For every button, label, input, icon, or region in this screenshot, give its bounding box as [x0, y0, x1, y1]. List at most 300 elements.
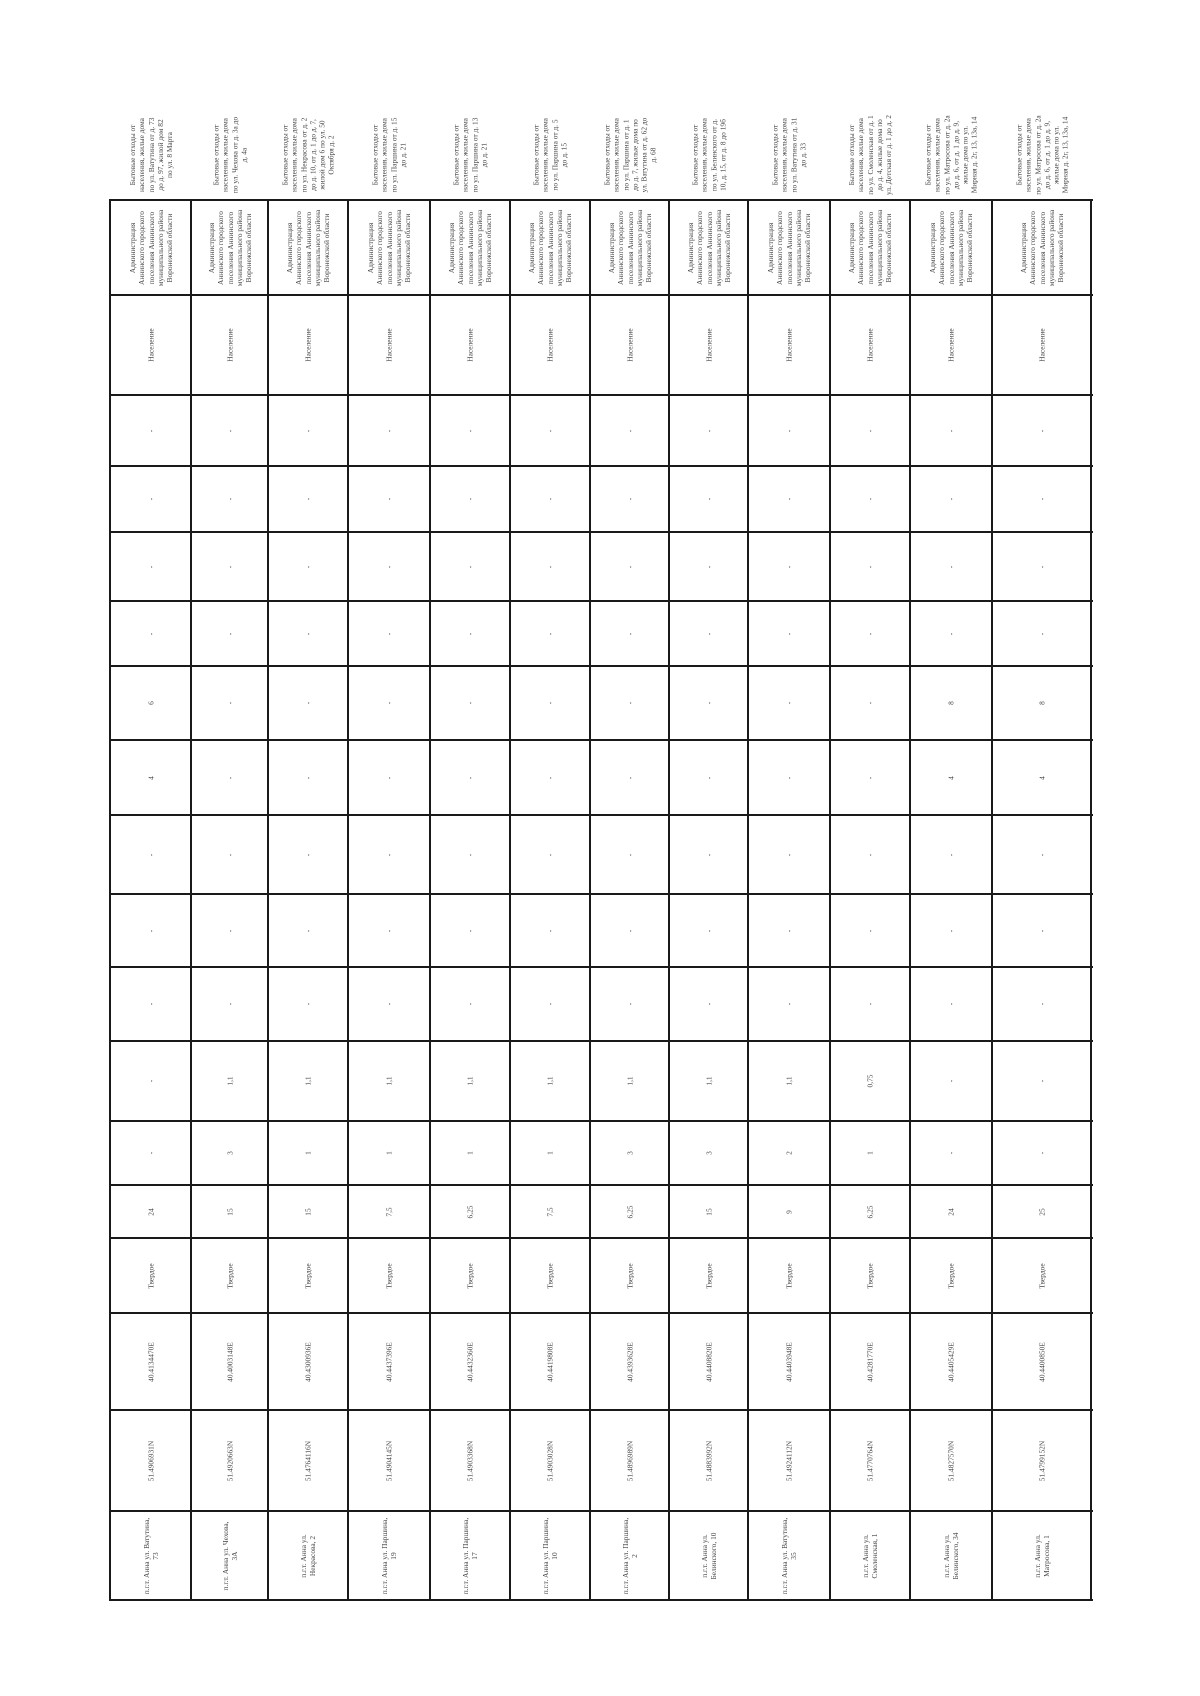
- table-cell-text: 1,1: [545, 1076, 555, 1086]
- table-cell-text: Бытовые отходы от населения, жилые дома по ул. Белинского от д. 10, д. 15, от д. 8 до 19б: [690, 118, 727, 192]
- table-cell: [350, 896, 428, 965]
- table-cell: [432, 202, 508, 293]
- table-cell: [270, 896, 346, 965]
- table-cell-text: 6,25: [624, 1205, 634, 1218]
- table-cell: [832, 1123, 908, 1183]
- table-cell: [270, 1513, 346, 1598]
- table-cell-text: -: [545, 565, 555, 568]
- table-cell: [912, 112, 990, 198]
- table-cell: [994, 202, 1089, 293]
- table-cell: [912, 468, 990, 530]
- table-cell-text: 40.4419808E: [545, 1341, 555, 1382]
- table-cell: [994, 1412, 1089, 1509]
- table-cell: [193, 1123, 266, 1183]
- table-cell: [193, 1315, 266, 1408]
- table-cell-text: Администрация Аннинского городского поселения Аннинского муниципального района Воронежской области: [846, 209, 893, 286]
- table-cell-text: -: [1036, 565, 1046, 568]
- table-cell-text: -: [145, 1151, 155, 1155]
- table-cell-text: -: [545, 776, 555, 779]
- table-cell: [832, 817, 908, 892]
- table-cell-text: 40.4003148E: [224, 1341, 234, 1382]
- table-cell-text: -: [865, 776, 875, 779]
- table-cell: [270, 534, 346, 599]
- table-cell-text: п.г.т. Анна ул. Белинского, 34: [941, 1532, 960, 1579]
- table-cell-text: 15: [224, 1207, 234, 1216]
- table-cell-text: п.г.т. Анна ул. Матросова, 1: [1032, 1533, 1051, 1578]
- table-cell: [592, 1187, 667, 1236]
- table-cell: [671, 468, 746, 530]
- table-vline: [909, 199, 911, 1601]
- table-cell: [832, 1315, 908, 1408]
- table-cell: [112, 202, 189, 293]
- table-cell-text: -: [946, 1079, 956, 1083]
- table-cell: [350, 1187, 428, 1236]
- table-cell-text: -: [946, 1151, 956, 1155]
- table-cell: [193, 534, 266, 599]
- table-cell: [832, 202, 908, 293]
- table-cell: [432, 603, 508, 664]
- table-cell: [750, 397, 828, 464]
- table-cell-text: Администрация Аннинского городского поселения Аннинского муниципального района Воронежской области: [526, 209, 573, 286]
- table-cell: [193, 397, 266, 464]
- table-cell: [994, 1187, 1089, 1236]
- table-cell: [671, 1123, 746, 1183]
- table-cell: [671, 603, 746, 664]
- table-cell-text: Твердое: [703, 1262, 713, 1289]
- table-cell: [112, 603, 189, 664]
- table-cell: [994, 534, 1089, 599]
- table-cell-text: -: [384, 497, 394, 501]
- table-cell: [671, 1187, 746, 1236]
- table-cell-text: -: [303, 632, 313, 635]
- table-cell-text: -: [946, 632, 956, 635]
- table-cell-text: 51.4904145N: [384, 1440, 394, 1481]
- table-cell: [350, 1043, 428, 1119]
- table-cell-text: п.г.т. Анна ул. Смоленская, 1: [860, 1533, 879, 1578]
- table-cell-text: Население: [784, 328, 794, 362]
- table-cell: [912, 817, 990, 892]
- table-cell-text: -: [624, 776, 634, 779]
- table-hline: [110, 739, 1093, 741]
- table-cell: [832, 969, 908, 1039]
- table-cell: [432, 817, 508, 892]
- table-cell-text: -: [946, 497, 956, 501]
- table-cell-text: -: [465, 632, 475, 635]
- table-cell-text: Твердое: [145, 1262, 155, 1289]
- table-cell-text: -: [784, 929, 794, 932]
- table-cell: [432, 1187, 508, 1236]
- table-cell: [112, 742, 189, 813]
- table-cell: [432, 1513, 508, 1598]
- table-cell-text: Администрация Аннинского городского поселения Аннинского муниципального района Воронежской области: [127, 209, 174, 286]
- table-cell-text: 25: [1036, 1207, 1046, 1216]
- table-cell-text: Бытовые отходы от населения, жилые дома по ул. Паршина от д. 5 до д. 15: [531, 118, 569, 192]
- table-cell-text: -: [384, 1002, 394, 1006]
- table-cell-text: -: [224, 776, 234, 779]
- table-cell: [592, 1043, 667, 1119]
- table-cell-text: -: [1036, 1002, 1046, 1006]
- table-cell-text: -: [303, 701, 313, 705]
- table-cell: [350, 1123, 428, 1183]
- table-cell: [193, 112, 266, 198]
- table-cell: [512, 297, 588, 393]
- table-cell: [512, 668, 588, 738]
- table-cell-text: -: [465, 776, 475, 779]
- table-cell-text: Бытовые отходы от населения, жилые дома по ул. Паршина от д. 13 до д. 21: [451, 117, 489, 193]
- table-cell-text: -: [384, 565, 394, 568]
- table-cell: [671, 1513, 746, 1598]
- table-cell-text: 51.4903368N: [465, 1440, 475, 1481]
- table-cell-text: -: [224, 497, 234, 501]
- table-cell-text: -: [224, 701, 234, 705]
- table-cell: [432, 1315, 508, 1408]
- table-cell-text: -: [384, 701, 394, 705]
- table-cell: [750, 1043, 828, 1119]
- table-cell-text: 6,25: [865, 1205, 875, 1218]
- table-cell-text: Твердое: [545, 1262, 555, 1289]
- table-cell: [350, 1412, 428, 1509]
- table-cell-text: 6: [145, 701, 155, 705]
- table-cell: [432, 297, 508, 393]
- table-cell-text: 51.4764116N: [303, 1440, 313, 1481]
- table-cell: [671, 1240, 746, 1311]
- table-cell-text: -: [224, 565, 234, 568]
- table-cell: [671, 1412, 746, 1509]
- table-cell: [832, 297, 908, 393]
- table-cell-text: 40.4134470E: [145, 1341, 155, 1382]
- table-cell-text: п.г.т. Анна ул. Паршина, 10: [540, 1517, 559, 1594]
- table-cell: [512, 817, 588, 892]
- table-cell: [112, 297, 189, 393]
- table-cell-text: -: [465, 701, 475, 705]
- table-cell-text: -: [303, 429, 313, 432]
- table-cell-text: -: [624, 429, 634, 432]
- table-cell-text: -: [865, 497, 875, 501]
- table-cell: [832, 1187, 908, 1236]
- table-cell: [592, 297, 667, 393]
- table-cell: [432, 112, 508, 198]
- table-cell: [994, 1240, 1089, 1311]
- table-cell-text: -: [946, 853, 956, 856]
- table-cell-text: 7,5: [384, 1206, 394, 1217]
- table-cell: [112, 1123, 189, 1183]
- table-cell-text: -: [784, 632, 794, 635]
- table-cell-text: 51.4896989N: [624, 1440, 634, 1481]
- table-cell-text: 40.4300936E: [303, 1341, 313, 1382]
- table-cell-text: 51.4827570N: [946, 1440, 956, 1481]
- table-cell: [832, 112, 908, 198]
- table-cell-text: -: [384, 853, 394, 856]
- table-cell-text: -: [703, 565, 713, 568]
- table-cell-text: 3: [703, 1151, 713, 1155]
- table-cell: [193, 1187, 266, 1236]
- table-cell: [193, 817, 266, 892]
- table-cell: [432, 668, 508, 738]
- table-hline: [110, 199, 1093, 201]
- table-cell: [592, 969, 667, 1039]
- table-cell: [750, 1123, 828, 1183]
- table-cell-text: 51.4924112N: [784, 1440, 794, 1481]
- table-cell: [270, 969, 346, 1039]
- table-cell: [270, 1412, 346, 1509]
- table-cell-text: 1: [303, 1151, 313, 1155]
- table-cell-text: -: [1036, 429, 1046, 432]
- table-hline: [110, 1599, 1093, 1601]
- table-cell: [994, 297, 1089, 393]
- table-cell-text: 1,1: [303, 1076, 313, 1086]
- table-cell: [512, 1240, 588, 1311]
- table-hline: [110, 1510, 1093, 1512]
- table-cell: [912, 1240, 990, 1311]
- table-cell-text: 51.4903028N: [545, 1440, 555, 1481]
- table-cell: [912, 1187, 990, 1236]
- table-cell-text: 4: [145, 775, 155, 780]
- table-cell: [432, 896, 508, 965]
- table-hline: [110, 966, 1093, 968]
- table-cell: [750, 969, 828, 1039]
- table-cell-text: 8: [1036, 701, 1046, 705]
- table-cell: [270, 817, 346, 892]
- table-cell-text: 40.4405429E: [946, 1341, 956, 1382]
- table-cell: [270, 202, 346, 293]
- table-cell: [350, 742, 428, 813]
- table-cell-text: 15: [303, 1207, 313, 1216]
- table-cell: [750, 1187, 828, 1236]
- table-cell: [193, 969, 266, 1039]
- table-cell-text: -: [224, 429, 234, 432]
- table-cell: [994, 742, 1089, 813]
- table-cell-text: -: [384, 429, 394, 432]
- table-vline: [429, 199, 431, 1601]
- table-cell-text: Население: [946, 328, 956, 362]
- table-cell-text: -: [384, 776, 394, 779]
- table-cell-text: -: [865, 929, 875, 932]
- table-cell-text: -: [224, 929, 234, 932]
- table-cell-text: 51.4799152N: [1036, 1440, 1046, 1481]
- table-cell: [671, 397, 746, 464]
- table-cell: [432, 1412, 508, 1509]
- table-cell-text: -: [303, 1002, 313, 1006]
- table-cell-text: -: [1036, 929, 1046, 932]
- table-cell: [671, 896, 746, 965]
- table-cell: [912, 1315, 990, 1408]
- table-cell: [270, 468, 346, 530]
- table-cell-text: Бытовые отходы от населения, жилые дома по ул. Паршина от д. 15 до д. 21: [370, 117, 408, 193]
- table-cell: [912, 603, 990, 664]
- table-cell: [112, 896, 189, 965]
- table-cell-text: 15: [703, 1207, 713, 1216]
- table-cell: [912, 202, 990, 293]
- table-cell: [912, 1043, 990, 1119]
- table-cell: [112, 969, 189, 1039]
- table-cell: [350, 817, 428, 892]
- table-cell: [193, 896, 266, 965]
- table-cell-text: п.г.т. Анна ул. Некрасова, 2: [298, 1533, 317, 1578]
- table-cell: [270, 1123, 346, 1183]
- table-hline: [110, 1120, 1093, 1122]
- table-cell: [592, 1123, 667, 1183]
- table-cell: [350, 969, 428, 1039]
- table-cell-text: -: [784, 497, 794, 501]
- table-cell: [994, 603, 1089, 664]
- table-cell: [512, 468, 588, 530]
- table-hline: [110, 665, 1093, 667]
- table-cell: [912, 1513, 990, 1598]
- table-cell: [671, 969, 746, 1039]
- table-cell: [432, 1240, 508, 1311]
- table-cell-text: п.г.т. Анна ул. Паршина, 19: [379, 1517, 398, 1594]
- table-cell: [512, 603, 588, 664]
- table-hline: [110, 1040, 1093, 1042]
- table-cell-text: п.г.т. Анна ул. Чехова, 3А: [220, 1521, 239, 1590]
- table-cell-text: 9: [784, 1209, 794, 1214]
- table-cell-text: Бытовые отходы от населения, жилые дома по ул. Матросова от д. 2а до д. 6, от д. 1 до д. 9, жилые дома по ул. Мирная д. 2г, 13, 13а, 14: [1013, 115, 1069, 195]
- table-cell: [512, 742, 588, 813]
- table-cell: [592, 742, 667, 813]
- table-cell: [912, 896, 990, 965]
- table-cell: [750, 817, 828, 892]
- table-cell: [912, 742, 990, 813]
- table-cell: [592, 1412, 667, 1509]
- table-vline: [1090, 199, 1092, 1601]
- table-cell: [592, 896, 667, 965]
- table-cell-text: 3: [224, 1151, 234, 1155]
- table-cell: [832, 1240, 908, 1311]
- table-cell-text: -: [946, 1002, 956, 1006]
- table-cell: [512, 1043, 588, 1119]
- table-cell: [350, 297, 428, 393]
- table-cell: [512, 1123, 588, 1183]
- table-cell-text: -: [545, 929, 555, 932]
- table-cell-text: п.г.т. Анна ул. Белинского, 10: [699, 1532, 718, 1579]
- table-cell: [912, 1123, 990, 1183]
- table-cell-text: -: [624, 497, 634, 501]
- table-cell-text: -: [465, 429, 475, 432]
- table-vline: [109, 199, 111, 1601]
- table-cell-text: -: [384, 632, 394, 635]
- table-cell-text: -: [624, 632, 634, 635]
- table-cell-text: -: [303, 929, 313, 932]
- table-vline: [668, 199, 670, 1601]
- table-cell-text: Твердое: [946, 1262, 956, 1289]
- table-cell-text: -: [865, 853, 875, 856]
- table-cell-text: -: [303, 853, 313, 856]
- table-cell-text: Твердое: [784, 1262, 794, 1289]
- table-hline: [110, 893, 1093, 895]
- table-cell-text: -: [703, 632, 713, 635]
- table-cell: [112, 468, 189, 530]
- table-cell-text: 40.4437396E: [384, 1341, 394, 1382]
- table-cell-text: Население: [384, 328, 394, 362]
- table-cell: [432, 468, 508, 530]
- table-hline: [110, 1237, 1093, 1239]
- table-cell: [832, 896, 908, 965]
- table-hline: [110, 1184, 1093, 1186]
- table-cell: [350, 202, 428, 293]
- table-cell-text: -: [703, 1002, 713, 1006]
- table-cell: [512, 896, 588, 965]
- table-cell-text: 40.4403948E: [784, 1341, 794, 1382]
- table-cell-text: -: [545, 853, 555, 856]
- table-cell-text: -: [1036, 1079, 1046, 1083]
- table-cell-text: -: [145, 929, 155, 932]
- table-cell: [432, 1043, 508, 1119]
- table-cell-text: 1: [384, 1151, 394, 1155]
- table-cell-text: Бытовые отходы от населения, жилые дома по ул. Ватутина от д. 73 до д. 97, жилой дом 82 по ул. 8 Марта: [127, 117, 174, 193]
- table-cell: [592, 534, 667, 599]
- table-cell-text: п.г.т. Анна ул. Ватутина, 73: [141, 1517, 160, 1594]
- table-cell-text: Твердое: [303, 1262, 313, 1289]
- table-cell: [193, 1240, 266, 1311]
- table-cell: [193, 1043, 266, 1119]
- table-cell: [512, 202, 588, 293]
- table-cell: [832, 1412, 908, 1509]
- table-cell-text: 24: [946, 1207, 956, 1216]
- table-cell: [512, 397, 588, 464]
- table-hline: [110, 465, 1093, 467]
- table-cell: [994, 969, 1089, 1039]
- table-hline: [110, 531, 1093, 533]
- table-cell-text: -: [865, 429, 875, 432]
- table-cell-text: Администрация Аннинского городского поселения Аннинского муниципального района Воронежской области: [606, 209, 653, 286]
- table-cell-text: 1: [545, 1151, 555, 1155]
- table-cell: [750, 468, 828, 530]
- table-cell: [193, 1412, 266, 1509]
- table-cell-text: -: [703, 929, 713, 932]
- table-cell-text: п.г.т. Анна ул. Паршина, 17: [460, 1517, 479, 1594]
- table-cell: [512, 969, 588, 1039]
- table-cell: [671, 297, 746, 393]
- table-cell: [112, 1043, 189, 1119]
- table-cell-text: -: [224, 853, 234, 856]
- table-cell: [112, 1315, 189, 1408]
- table-cell: [592, 668, 667, 738]
- table-cell: [112, 1412, 189, 1509]
- table-cell-text: Администрация Аннинского городского поселения Аннинского муниципального района Воронежской области: [446, 209, 493, 286]
- table-cell-text: Твердое: [465, 1262, 475, 1289]
- table-cell: [512, 1187, 588, 1236]
- table-hline: [110, 1409, 1093, 1411]
- table-cell-text: Администрация Аннинского городского поселения Аннинского муниципального района Воронежской области: [284, 209, 331, 286]
- table-cell-text: Твердое: [1036, 1262, 1046, 1289]
- table-cell-text: -: [545, 701, 555, 705]
- table-cell: [270, 297, 346, 393]
- table-cell: [112, 817, 189, 892]
- table-cell-text: -: [303, 776, 313, 779]
- table-cell: [750, 112, 828, 198]
- table-cell-text: -: [865, 632, 875, 635]
- table-cell: [912, 1412, 990, 1509]
- table-cell-text: -: [545, 497, 555, 501]
- table-cell-text: Администрация Аннинского городского поселения Аннинского муниципального района Воронежской области: [765, 209, 812, 286]
- table-cell: [270, 397, 346, 464]
- table-cell: [112, 1240, 189, 1311]
- table-cell: [592, 1513, 667, 1598]
- table-cell: [112, 534, 189, 599]
- table-cell: [350, 603, 428, 664]
- table-hline: [110, 814, 1093, 816]
- table-cell: [350, 468, 428, 530]
- table-cell: [994, 817, 1089, 892]
- table-cell-text: Население: [224, 328, 234, 362]
- table-cell-text: Бытовые отходы от населения, жилые дома по ул. Ватутина от д. 31 до д. 33: [770, 117, 808, 193]
- table-cell-text: -: [303, 497, 313, 501]
- table-cell: [750, 1240, 828, 1311]
- table-cell-text: 51.4883992N: [703, 1440, 713, 1481]
- table-cell-text: -: [703, 776, 713, 779]
- table-cell-text: Население: [624, 328, 634, 362]
- table-cell-text: -: [703, 701, 713, 705]
